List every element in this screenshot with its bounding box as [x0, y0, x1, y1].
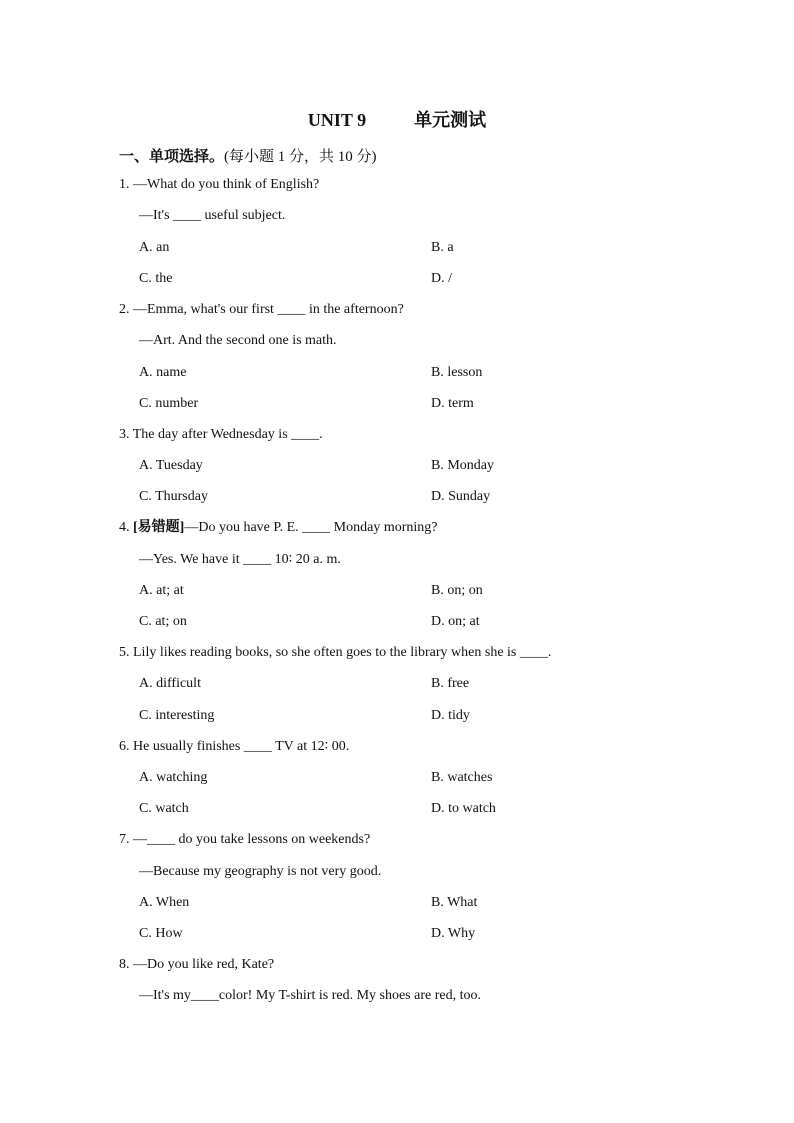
section-note: (每小题 1 分，共 10 分) — [224, 149, 377, 165]
question-stem: 3. The day after Wednesday is ____. — [119, 427, 323, 442]
option-b: B. What — [431, 895, 478, 910]
option-c: C. the — [139, 271, 173, 286]
test-name: 单元测试 — [414, 110, 487, 130]
option-d: D. term — [431, 396, 474, 411]
option-b: B. on; on — [431, 583, 483, 598]
option-b: B. Monday — [431, 458, 494, 473]
question-stem: 7. —____ do you take lessons on weekends? — [119, 832, 371, 847]
option-b: B. free — [431, 676, 470, 691]
question-reply: —It's my____color! My T-shirt is red. My shoes are red, too. — [139, 988, 481, 1003]
question-stem: 5. Lily likes reading books, so she often goes to the library when she is ____. — [119, 645, 552, 660]
question-reply: —Yes. We have it ____ 10∶ 20 a. m. — [139, 552, 341, 567]
option-a: A. name — [139, 365, 187, 380]
option-a: A. at; at — [139, 583, 184, 598]
option-a: A. difficult — [139, 676, 201, 691]
option-d: D. Sunday — [431, 489, 491, 504]
option-b: B. watches — [431, 770, 493, 785]
question-stem: 6. He usually finishes ____ TV at 12∶ 00. — [119, 739, 350, 754]
option-c: C. number — [139, 396, 199, 411]
option-c: C. watch — [139, 801, 189, 816]
question-stem: 2. —Emma, what's our first ____ in the afternoon? — [119, 302, 404, 317]
option-a: A. When — [139, 895, 190, 910]
option-a: A. an — [139, 240, 170, 255]
option-d: D. on; at — [431, 614, 480, 629]
question-stem: 1. —What do you think of English? — [119, 177, 320, 192]
section-title: 一、单项选择。 — [119, 149, 225, 165]
question-stem — [119, 519, 437, 537]
option-a: A. Tuesday — [139, 458, 203, 473]
question-reply: —Because my geography is not very good. — [139, 864, 382, 879]
option-c: C. How — [139, 926, 183, 941]
question-text: —Do you have P. E. ____ Monday morning? — [184, 520, 438, 535]
question-number: 4. — [119, 520, 133, 535]
page-title — [0, 106, 794, 132]
unit-label: UNIT 9 — [307, 110, 367, 130]
error-prone-tag: [易错题] — [133, 520, 185, 535]
option-d: D. tidy — [431, 708, 470, 723]
option-b: B. a — [431, 240, 454, 255]
question-reply: —Art. And the second one is math. — [139, 333, 337, 348]
option-c: C. at; on — [139, 614, 187, 629]
section-heading — [119, 145, 377, 166]
option-c: C. Thursday — [139, 489, 208, 504]
option-b: B. lesson — [431, 365, 483, 380]
option-c: C. interesting — [139, 708, 215, 723]
option-d: D. Why — [431, 926, 476, 941]
option-d: D. to watch — [431, 801, 496, 816]
question-stem: 8. —Do you like red, Kate? — [119, 957, 275, 972]
question-reply: —It's ____ useful subject. — [139, 208, 286, 223]
option-d: D. / — [431, 271, 452, 286]
option-a: A. watching — [139, 770, 208, 785]
